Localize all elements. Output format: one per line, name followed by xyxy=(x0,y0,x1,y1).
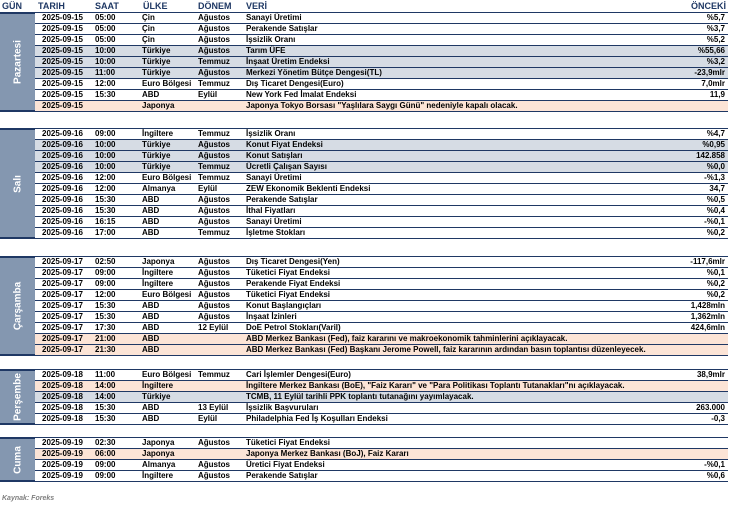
column-header-tarih: TARIH xyxy=(38,1,65,11)
cell-tarih: 2025-09-16 xyxy=(42,217,83,226)
day-label: Perşembe xyxy=(12,373,23,421)
cell-veri: İşletme Stokları xyxy=(246,228,306,237)
cell-ulke: Türkiye xyxy=(142,46,171,55)
cell-veri: TCMB, 11 Eylül tarihli PPK toplantı tutanağını yayımlayacak. xyxy=(246,392,474,401)
cell-ulke: Türkiye xyxy=(142,392,171,401)
cell-onceki: -117,6mlr xyxy=(690,257,725,266)
cell-saat: 15:30 xyxy=(95,312,116,321)
cell-donem: Ağustos xyxy=(198,35,230,44)
cell-ulke: ABD xyxy=(142,301,160,310)
cell-donem: Temmuz xyxy=(198,173,230,182)
cell-donem: Ağustos xyxy=(198,312,230,321)
cell-onceki: -%0,1 xyxy=(704,217,725,226)
table-row xyxy=(35,172,728,183)
cell-saat: 09:00 xyxy=(95,460,116,469)
table-row xyxy=(35,448,728,459)
cell-tarih: 2025-09-19 xyxy=(42,460,83,469)
cell-donem: Ağustos xyxy=(198,301,230,310)
cell-onceki: 7,0mlr xyxy=(701,79,725,88)
cell-veri: İşsizlik Oranı xyxy=(246,129,296,138)
table-row xyxy=(35,45,728,56)
cell-donem: Ağustos xyxy=(198,471,230,480)
cell-saat: 14:00 xyxy=(95,392,116,401)
cell-tarih: 2025-09-16 xyxy=(42,195,83,204)
cell-saat: 15:30 xyxy=(95,403,116,412)
table-row xyxy=(35,100,728,112)
cell-donem: Eylül xyxy=(198,184,218,193)
cell-ulke: ABD xyxy=(142,228,160,237)
cell-donem: Ağustos xyxy=(198,460,230,469)
cell-tarih: 2025-09-19 xyxy=(42,471,83,480)
cell-onceki: %0,2 xyxy=(706,290,725,299)
cell-veri: Tüketici Fiyat Endeksi xyxy=(246,438,331,447)
table-row xyxy=(35,402,728,413)
cell-ulke: Türkiye xyxy=(142,57,171,66)
cell-saat: 05:00 xyxy=(95,13,116,22)
cell-saat: 02:30 xyxy=(95,438,116,447)
cell-veri: Sanayi Üretimi xyxy=(246,217,302,226)
table-row xyxy=(35,67,728,78)
cell-donem: Temmuz xyxy=(198,79,230,88)
cell-veri: Philadelphia Fed İş Koşulları Endeksi xyxy=(246,414,388,423)
cell-tarih: 2025-09-15 xyxy=(42,101,83,110)
cell-donem: Temmuz xyxy=(198,370,230,379)
cell-onceki: %0,5 xyxy=(706,195,725,204)
cell-saat: 15:30 xyxy=(95,90,116,99)
table-row xyxy=(35,89,728,100)
column-header-ulke: ÜLKE xyxy=(143,1,168,11)
cell-tarih: 2025-09-16 xyxy=(42,173,83,182)
cell-veri: Tarım ÜFE xyxy=(246,46,286,55)
day-sidebar xyxy=(0,437,35,482)
cell-onceki: 263.000 xyxy=(696,403,725,412)
cell-veri: İnşaat Üretim Endeksi xyxy=(246,57,330,66)
day-group xyxy=(0,369,729,425)
cell-onceki: 1,428mln xyxy=(690,301,725,310)
cell-saat: 02:50 xyxy=(95,257,116,266)
day-label: Çarşamba xyxy=(12,281,23,331)
cell-veri: Sanayi Üretimi xyxy=(246,173,302,182)
cell-ulke: ABD xyxy=(142,345,160,354)
cell-saat: 17:00 xyxy=(95,228,116,237)
cell-tarih: 2025-09-17 xyxy=(42,345,83,354)
cell-ulke: ABD xyxy=(142,195,160,204)
table-row xyxy=(35,183,728,194)
cell-ulke: Euro Bölgesi xyxy=(142,370,192,379)
cell-saat: 10:00 xyxy=(95,140,116,149)
cell-tarih: 2025-09-17 xyxy=(42,268,83,277)
cell-veri: Cari İşlemler Dengesi(Euro) xyxy=(246,370,351,379)
cell-donem: 12 Eylül xyxy=(198,323,229,332)
table-row xyxy=(35,23,728,34)
cell-donem: Ağustos xyxy=(198,257,230,266)
table-row xyxy=(35,161,728,172)
cell-tarih: 2025-09-18 xyxy=(42,392,83,401)
day-group xyxy=(0,128,729,239)
column-header-gun: GÜN xyxy=(2,1,22,11)
cell-saat: 11:00 xyxy=(95,68,116,77)
cell-donem: 13 Eylül xyxy=(198,403,229,412)
cell-ulke: Türkiye xyxy=(142,140,171,149)
cell-donem: Ağustos xyxy=(198,290,230,299)
cell-saat: 15:30 xyxy=(95,414,116,423)
cell-donem: Ağustos xyxy=(198,438,230,447)
table-row xyxy=(35,139,728,150)
cell-veri: Perakende Satışlar xyxy=(246,471,318,480)
table-row xyxy=(35,369,728,380)
table-row xyxy=(35,459,728,470)
cell-tarih: 2025-09-17 xyxy=(42,290,83,299)
cell-saat: 09:00 xyxy=(95,268,116,277)
cell-ulke: Japonya xyxy=(142,449,175,458)
table-row xyxy=(35,205,728,216)
cell-tarih: 2025-09-17 xyxy=(42,279,83,288)
column-header-saat: SAAT xyxy=(95,1,119,11)
cell-donem: Temmuz xyxy=(198,228,230,237)
cell-donem: Eylül xyxy=(198,90,218,99)
cell-saat: 21:30 xyxy=(95,345,116,354)
cell-ulke: ABD xyxy=(142,334,160,343)
cell-ulke: Türkiye xyxy=(142,151,171,160)
cell-saat: 12:00 xyxy=(95,79,116,88)
cell-tarih: 2025-09-16 xyxy=(42,140,83,149)
cell-onceki: %0,1 xyxy=(706,268,725,277)
cell-saat: 21:00 xyxy=(95,334,116,343)
cell-saat: 09:00 xyxy=(95,279,116,288)
cell-saat: 09:00 xyxy=(95,471,116,480)
table-row xyxy=(35,227,728,239)
cell-saat: 12:00 xyxy=(95,290,116,299)
cell-onceki: 1,362mln xyxy=(690,312,725,321)
table-row xyxy=(35,12,728,23)
cell-ulke: Euro Bölgesi xyxy=(142,290,192,299)
cell-ulke: Türkiye xyxy=(142,68,171,77)
cell-donem: Temmuz xyxy=(198,57,230,66)
cell-donem: Ağustos xyxy=(198,217,230,226)
cell-veri: Tüketici Fiyat Endeksi xyxy=(246,268,331,277)
cell-tarih: 2025-09-16 xyxy=(42,228,83,237)
day-sidebar xyxy=(0,12,35,112)
cell-saat: 05:00 xyxy=(95,35,116,44)
cell-veri: Ücretli Çalışan Sayısı xyxy=(246,162,327,171)
table-row xyxy=(35,150,728,161)
cell-onceki: -23,9mlr xyxy=(694,68,725,77)
table-row xyxy=(35,278,728,289)
cell-tarih: 2025-09-17 xyxy=(42,334,83,343)
cell-veri: Dış Ticaret Dengesi(Euro) xyxy=(246,79,344,88)
cell-veri: Perakende Satışlar xyxy=(246,24,318,33)
cell-veri: İşsizlik Oranı xyxy=(246,35,296,44)
table-row xyxy=(35,391,728,402)
cell-donem: Ağustos xyxy=(198,151,230,160)
cell-veri: Japonya Tokyo Borsası "Yaşlılara Saygı Günü" nedeniyle kapalı olacak. xyxy=(246,101,518,110)
cell-tarih: 2025-09-19 xyxy=(42,438,83,447)
cell-veri: ABD Merkez Bankası (Fed) Başkanı Jerome Powell, faiz kararının ardından basın toplantısı düzenleyecek. xyxy=(246,345,646,354)
cell-onceki: %0,6 xyxy=(706,471,725,480)
cell-tarih: 2025-09-18 xyxy=(42,414,83,423)
cell-onceki: %3,2 xyxy=(706,57,725,66)
cell-ulke: Türkiye xyxy=(142,162,171,171)
table-row xyxy=(35,470,728,482)
cell-donem: Ağustos xyxy=(198,206,230,215)
table-row xyxy=(35,311,728,322)
cell-onceki: %4,7 xyxy=(706,129,725,138)
cell-saat: 12:00 xyxy=(95,184,116,193)
cell-onceki: 38,9mlr xyxy=(696,370,725,379)
cell-ulke: Çin xyxy=(142,35,155,44)
cell-ulke: Çin xyxy=(142,13,155,22)
cell-ulke: ABD xyxy=(142,323,160,332)
cell-donem: Ağustos xyxy=(198,68,230,77)
cell-veri: İngiltere Merkez Bankası (BoE), "Faiz Kararı" ve "Para Politikası Toplantı Tutanakları"nı açıklayacak. xyxy=(246,381,625,390)
cell-ulke: Almanya xyxy=(142,460,176,469)
cell-saat: 15:30 xyxy=(95,195,116,204)
cell-tarih: 2025-09-15 xyxy=(42,35,83,44)
cell-ulke: Almanya xyxy=(142,184,176,193)
cell-tarih: 2025-09-16 xyxy=(42,184,83,193)
cell-tarih: 2025-09-17 xyxy=(42,312,83,321)
cell-veri: İşsizlik Başvuruları xyxy=(246,403,319,412)
cell-ulke: ABD xyxy=(142,414,160,423)
table-row xyxy=(35,322,728,333)
day-label: Cuma xyxy=(12,445,23,474)
table-row xyxy=(35,380,728,391)
day-sidebar xyxy=(0,128,35,239)
cell-tarih: 2025-09-15 xyxy=(42,46,83,55)
cell-tarih: 2025-09-18 xyxy=(42,381,83,390)
column-header-veri: VERİ xyxy=(246,1,268,11)
day-group xyxy=(0,12,729,112)
cell-donem: Ağustos xyxy=(198,279,230,288)
cell-donem: Ağustos xyxy=(198,24,230,33)
cell-donem: Ağustos xyxy=(198,195,230,204)
cell-tarih: 2025-09-16 xyxy=(42,162,83,171)
cell-onceki: %5,2 xyxy=(706,35,725,44)
table-row xyxy=(35,344,728,356)
cell-tarih: 2025-09-15 xyxy=(42,57,83,66)
day-label: Salı xyxy=(12,174,23,193)
cell-donem: Ağustos xyxy=(198,46,230,55)
column-header-donem: DÖNEM xyxy=(198,1,232,11)
cell-donem: Ağustos xyxy=(198,268,230,277)
cell-onceki: %5,7 xyxy=(706,13,725,22)
cell-ulke: Çin xyxy=(142,24,155,33)
cell-veri: Japonya Merkez Bankası (BoJ), Faiz Kararı xyxy=(246,449,409,458)
cell-onceki: 424,6mln xyxy=(690,323,725,332)
cell-ulke: İngiltere xyxy=(142,279,174,288)
cell-saat: 10:00 xyxy=(95,57,116,66)
cell-veri: Konut Fiyat Endeksi xyxy=(246,140,323,149)
cell-tarih: 2025-09-15 xyxy=(42,68,83,77)
cell-veri: DoE Petrol Stokları(Varil) xyxy=(246,323,341,332)
cell-onceki: 34,7 xyxy=(709,184,725,193)
cell-veri: Tüketici Fiyat Endeksi xyxy=(246,290,331,299)
day-sidebar xyxy=(0,256,35,356)
cell-onceki: %0,2 xyxy=(706,279,725,288)
cell-onceki: -0,3 xyxy=(711,414,725,423)
table-row xyxy=(35,437,728,448)
cell-onceki: 11,9 xyxy=(709,90,725,99)
cell-onceki: 142.858 xyxy=(696,151,725,160)
cell-tarih: 2025-09-17 xyxy=(42,301,83,310)
cell-veri: Konut Satışları xyxy=(246,151,303,160)
cell-tarih: 2025-09-15 xyxy=(42,90,83,99)
cell-saat: 10:00 xyxy=(95,151,116,160)
cell-onceki: -%1,3 xyxy=(704,173,725,182)
cell-donem: Eylül xyxy=(198,414,218,423)
cell-veri: Merkezi Yönetim Bütçe Dengesi(TL) xyxy=(246,68,382,77)
cell-veri: New York Fed İmalat Endeksi xyxy=(246,90,357,99)
cell-onceki: -%0,1 xyxy=(704,460,725,469)
cell-donem: Ağustos xyxy=(198,13,230,22)
cell-veri: ABD Merkez Bankası (Fed), faiz kararını ve makroekonomik tahminlerini açıklayacak. xyxy=(246,334,568,343)
table-row xyxy=(35,56,728,67)
cell-veri: Üretici Fiyat Endeksi xyxy=(246,460,325,469)
cell-tarih: 2025-09-17 xyxy=(42,257,83,266)
cell-ulke: Euro Bölgesi xyxy=(142,173,192,182)
cell-ulke: ABD xyxy=(142,206,160,215)
cell-donem: Ağustos xyxy=(198,140,230,149)
table-row xyxy=(35,267,728,278)
cell-onceki: %0,0 xyxy=(706,162,725,171)
cell-tarih: 2025-09-15 xyxy=(42,24,83,33)
cell-saat: 17:30 xyxy=(95,323,116,332)
table-row xyxy=(35,256,728,267)
cell-ulke: ABD xyxy=(142,312,160,321)
table-row xyxy=(35,128,728,139)
cell-saat: 05:00 xyxy=(95,24,116,33)
cell-onceki: %55,66 xyxy=(697,46,725,55)
cell-saat: 12:00 xyxy=(95,173,116,182)
cell-veri: İthal Fiyatları xyxy=(246,206,296,215)
day-group xyxy=(0,437,729,482)
cell-ulke: Japonya xyxy=(142,101,175,110)
cell-ulke: İngiltere xyxy=(142,471,174,480)
cell-tarih: 2025-09-15 xyxy=(42,13,83,22)
cell-tarih: 2025-09-17 xyxy=(42,323,83,332)
table-row xyxy=(35,216,728,227)
cell-saat: 11:00 xyxy=(95,370,116,379)
cell-veri: Konut Başlangıçları xyxy=(246,301,322,310)
cell-onceki: %0,4 xyxy=(706,206,725,215)
cell-tarih: 2025-09-19 xyxy=(42,449,83,458)
cell-onceki: %0,2 xyxy=(706,228,725,237)
cell-saat: 10:00 xyxy=(95,46,116,55)
table-row xyxy=(35,289,728,300)
cell-veri: Perakende Fiyat Endeksi xyxy=(246,279,341,288)
cell-veri: İnşaat İzinleri xyxy=(246,312,297,321)
cell-ulke: Japonya xyxy=(142,257,175,266)
cell-saat: 09:00 xyxy=(95,129,116,138)
table-row xyxy=(35,34,728,45)
day-label: Pazartesi xyxy=(12,40,23,84)
cell-ulke: Euro Bölgesi xyxy=(142,79,192,88)
cell-donem: Temmuz xyxy=(198,162,230,171)
table-row xyxy=(35,78,728,89)
table-header xyxy=(0,0,729,12)
cell-tarih: 2025-09-16 xyxy=(42,129,83,138)
cell-onceki: %0,95 xyxy=(702,140,725,149)
cell-veri: Dış Ticaret Dengesi(Yen) xyxy=(246,257,340,266)
table-row xyxy=(35,194,728,205)
cell-veri: Perakende Satışlar xyxy=(246,195,318,204)
cell-ulke: İngiltere xyxy=(142,381,174,390)
cell-saat: 14:00 xyxy=(95,381,116,390)
cell-saat: 10:00 xyxy=(95,162,116,171)
cell-saat: 15:30 xyxy=(95,206,116,215)
cell-onceki: %3,7 xyxy=(706,24,725,33)
cell-ulke: İngiltere xyxy=(142,129,174,138)
cell-tarih: 2025-09-16 xyxy=(42,206,83,215)
day-group xyxy=(0,256,729,356)
cell-ulke: İngiltere xyxy=(142,268,174,277)
cell-veri: Sanayi Üretimi xyxy=(246,13,302,22)
cell-tarih: 2025-09-16 xyxy=(42,151,83,160)
cell-donem: Temmuz xyxy=(198,129,230,138)
cell-tarih: 2025-09-15 xyxy=(42,79,83,88)
cell-veri: ZEW Ekonomik Beklenti Endeksi xyxy=(246,184,371,193)
table-row xyxy=(35,300,728,311)
cell-ulke: ABD xyxy=(142,90,160,99)
table-row xyxy=(35,333,728,344)
table-row xyxy=(35,413,728,425)
cell-ulke: Japonya xyxy=(142,438,175,447)
cell-tarih: 2025-09-18 xyxy=(42,370,83,379)
day-sidebar xyxy=(0,369,35,425)
cell-ulke: ABD xyxy=(142,403,160,412)
column-header-onceki: ÖNCEKİ xyxy=(690,1,726,11)
cell-saat: 16:15 xyxy=(95,217,116,226)
cell-saat: 15:30 xyxy=(95,301,116,310)
source-note: Kaynak: Foreks xyxy=(2,495,55,502)
cell-ulke: ABD xyxy=(142,217,160,226)
cell-saat: 06:00 xyxy=(95,449,116,458)
cell-tarih: 2025-09-18 xyxy=(42,403,83,412)
